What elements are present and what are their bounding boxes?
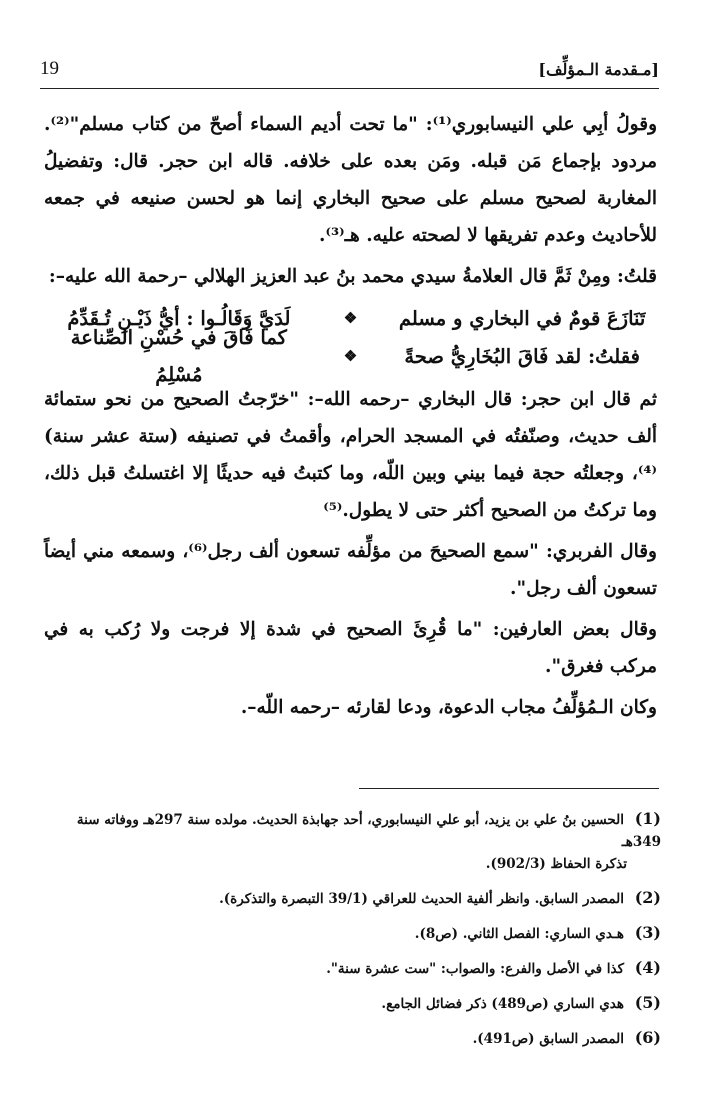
footnote-text: هـدي الساري: الفصل الثاني. (ص8).	[414, 926, 624, 942]
paragraph: وقال بعض العارفين: "ما قُرِئَ الصحيح في شدة إلا فرجت ولا رُكب به في مركب فغرق".	[44, 619, 657, 677]
footnote	[44, 808, 661, 875]
footnote-number: (1)	[634, 809, 661, 828]
paragraph: وكان الـمُؤلِّفُ مجاب الدعوة، ودعا لقارئه –رحمه اللّه–.	[240, 697, 657, 718]
verse-first-hemistich: فقلتُ: لقد فَاقَ البُخَارِيُّ صحةً	[404, 344, 640, 368]
poem-verse	[44, 326, 657, 386]
footnote-rule	[359, 788, 659, 789]
footnote	[44, 887, 661, 910]
verse-separator-icon: ❖	[343, 346, 358, 365]
footnote	[44, 957, 661, 980]
footnote	[44, 992, 661, 1015]
header-rule	[40, 88, 659, 89]
verse-second-hemistich: كما فَاقَ في حُسْنِ الصِّناعة مُسْلِمُ	[70, 326, 287, 386]
footnote-text: الحسين بنُ علي بن يزيد، أبو علي النيسابوري، أحد جهابذة الحديث. مولده سنة 297هـ ووفاته سنة 349هـ	[76, 812, 661, 850]
main-text	[44, 106, 657, 726]
page-header	[40, 58, 659, 90]
poem	[44, 299, 657, 386]
footnote-number: (5)	[634, 993, 661, 1012]
page-number: 19	[40, 58, 59, 79]
footnote-number: (6)	[634, 1028, 661, 1047]
footnote-text-continued: تذكرة الحفاظ (902/3).	[485, 856, 627, 872]
footnote-number: (4)	[634, 958, 661, 977]
paragraph: ثم قال ابن حجر: قال البخاري –رحمه الله–: "خرّجتُ الصحيح من نحو ستمائة ألف حديث، وصنّفتُه في المسجد الحرام، وأقمتُ في تصنيفه (ستة عشر سنة)⁽⁴⁾، وجعلتُه حجة فيما بيني وبين اللّه، وما كتبتُ فيه حديثًا إلا اغتسلتُ قبل ذلك، وما تركتُ من الصحيح أكثر حتى لا يطول.⁽⁵⁾	[44, 389, 657, 521]
paragraph: وقولُ أبِي علي النيسابوري⁽¹⁾: "ما تحت أديم السماء أصحّ من كتاب مسلم"⁽²⁾. مردود بإجماع مَن قبله. ومَن بعده على خلافه. قاله ابن حجر. قال: وتفضيلُ المغاربة لصحيح مسلم على صحيح البخاري إنما هو لحسن صنيعه في جمعه للأحاديث وعدم تفريقها لا لصحته عليه. هـ⁽³⁾.	[44, 114, 657, 246]
footnote	[44, 1027, 661, 1050]
footnote-number: (2)	[634, 888, 661, 907]
verse-second-hemistich: لَدَيَّ وَقَالُـوا : أيُّ ذَيْـنِ تُـقَدِّمُ	[67, 306, 291, 330]
footnote-text: كذا في الأصل والفرع: والصواب: "ست عشرة سنة".	[326, 961, 624, 977]
footnotes	[44, 808, 661, 1062]
verse-separator-icon: ❖	[343, 308, 358, 327]
paragraph: وقال الفربري: "سمع الصحيحَ من مؤلِّفه تسعون ألف رجل⁽⁶⁾، وسمعه مني أيضاً تسعون ألف رجل".	[44, 541, 657, 599]
footnote	[44, 922, 661, 945]
running-title: [مـقدمة الـمؤلِّف]	[538, 60, 659, 79]
verse-first-hemistich: تَنَازَعَ قومٌ في البخاري و مسلم	[398, 306, 646, 330]
paragraph: قلتُ: ومِنْ ثَمَّ قال العلامةُ سيدي محمد بنُ عبد العزيز الهلالي –رحمة الله عليه–:	[48, 266, 657, 287]
footnote-text: المصدر السابق. وانظر ألفية الحديث للعراقي (39/1 التبصرة والتذكرة).	[219, 891, 624, 907]
footnote-text: المصدر السابق (ص491).	[472, 1031, 624, 1047]
footnote-text: هدي الساري (ص489) ذكر فضائل الجامع.	[381, 996, 624, 1012]
footnote-number: (3)	[634, 923, 661, 942]
